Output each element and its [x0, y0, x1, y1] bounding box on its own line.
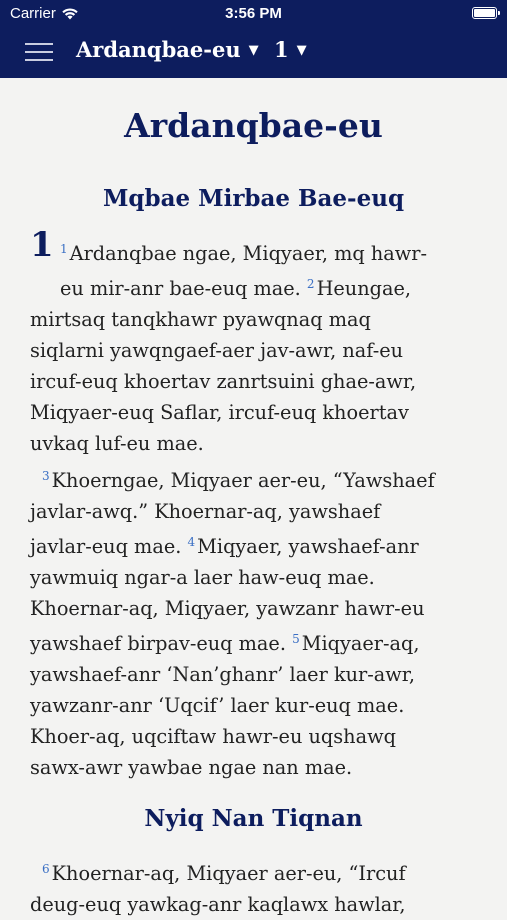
caret-down-icon: ▼	[248, 43, 259, 58]
app-header	[0, 0, 507, 78]
text-line	[30, 304, 480, 335]
text-line	[30, 496, 480, 527]
chapter-selector-label: 1	[274, 37, 289, 62]
verse-text: sawx-awr yawbae ngae nan mae.	[30, 756, 353, 779]
verse-text: mirtsaq tanqkhawr pyawqnaq maq	[30, 308, 371, 331]
verse-text: siqlarni yawqngaef-aer jav-awr, naf-eu	[30, 339, 404, 362]
chapter-number: 1	[30, 225, 54, 265]
text-line	[30, 624, 480, 659]
verse-text: Miqyaer, yawshaef-anr	[197, 535, 419, 558]
text-line	[30, 752, 480, 783]
verse-number[interactable]: 4	[187, 535, 196, 549]
verse-text: Miqyaer-euq Saflar, ircuf-euq khoertav	[30, 401, 409, 424]
text-line	[30, 335, 480, 366]
section-heading: Nyiq Nan Tiqnan	[144, 805, 363, 832]
verse-text: Khoerngae, Miqyaer aer-eu, “Yawshaef	[51, 469, 435, 492]
text-line	[30, 593, 480, 624]
verse-text: yawshaef birpav-euq mae.	[30, 632, 293, 655]
verse-number[interactable]: 2	[306, 277, 315, 291]
text-line	[30, 397, 480, 428]
paragraph	[30, 461, 480, 783]
text-line	[30, 234, 480, 269]
verse-number[interactable]: 3	[42, 469, 50, 483]
text-line	[30, 854, 480, 889]
paragraph	[30, 854, 480, 920]
caret-down-icon: ▼	[296, 43, 307, 58]
navigation-bar	[0, 28, 507, 78]
chapter-selector[interactable]	[274, 37, 307, 62]
text-line	[30, 366, 480, 397]
text-line	[30, 659, 480, 690]
text-line	[30, 461, 480, 496]
text-line	[30, 889, 480, 920]
text-line	[30, 562, 480, 593]
book-selector-label: Ardanqbae-eu	[76, 37, 241, 62]
text-line	[30, 721, 480, 752]
section-heading: Mqbae Mirbae Bae-euq	[102, 185, 405, 212]
verse-text: eu mir-anr bae-euq mae.	[60, 277, 307, 300]
hamburger-menu-icon[interactable]	[25, 41, 53, 63]
verse-text: Heungae,	[316, 277, 412, 300]
carrier-label: Carrier	[10, 5, 56, 22]
verse-text: yawshaef-anr ‘Nan’ghanr’ laer kur-awr,	[30, 663, 416, 686]
text-line	[30, 690, 480, 721]
battery-icon	[472, 7, 497, 19]
verse-text: yawzanr-anr ‘Uqcif’ laer kur-euq mae.	[30, 694, 405, 717]
text-line	[30, 527, 480, 562]
verse-text: uvkaq luf-eu mae.	[30, 432, 204, 455]
verse-text: yawmuiq ngar-a laer haw-euq mae.	[30, 566, 375, 589]
verse-text: javlar-awq.” Khoernar-aq, yawshaef	[30, 500, 381, 523]
verse-text: Khoernar-aq, Miqyaer, yawzanr hawr-eu	[30, 597, 425, 620]
book-title: Ardanqbae-eu	[124, 106, 383, 145]
verse-text: Miqyaer-aq,	[301, 632, 420, 655]
reader-content[interactable]	[0, 78, 507, 916]
text-line	[30, 428, 480, 459]
verse-text: Ardanqbae ngae, Miqyaer, mq hawr-	[69, 242, 427, 265]
text-line	[30, 269, 480, 304]
verse-text: Khoernar-aq, Miqyaer aer-eu, “Ircuf	[51, 862, 406, 885]
verse-text: javlar-euq mae.	[30, 535, 188, 558]
verse-text: ircuf-euq khoertav zanrtsuini ghae-awr,	[30, 370, 417, 393]
verse-number[interactable]: 5	[292, 632, 300, 646]
status-bar	[0, 0, 507, 28]
verse-text: deug-euq yawkag-anr kaqlawx hawlar,	[30, 893, 406, 916]
book-selector[interactable]	[76, 37, 259, 62]
verse-number[interactable]: 6	[42, 862, 50, 876]
verse-text: Khoer-aq, uqciftaw hawr-eu uqshawq	[30, 725, 396, 748]
verse-number[interactable]: 1	[60, 242, 68, 256]
clock: 3:56 PM	[225, 5, 282, 22]
paragraph	[30, 225, 480, 459]
